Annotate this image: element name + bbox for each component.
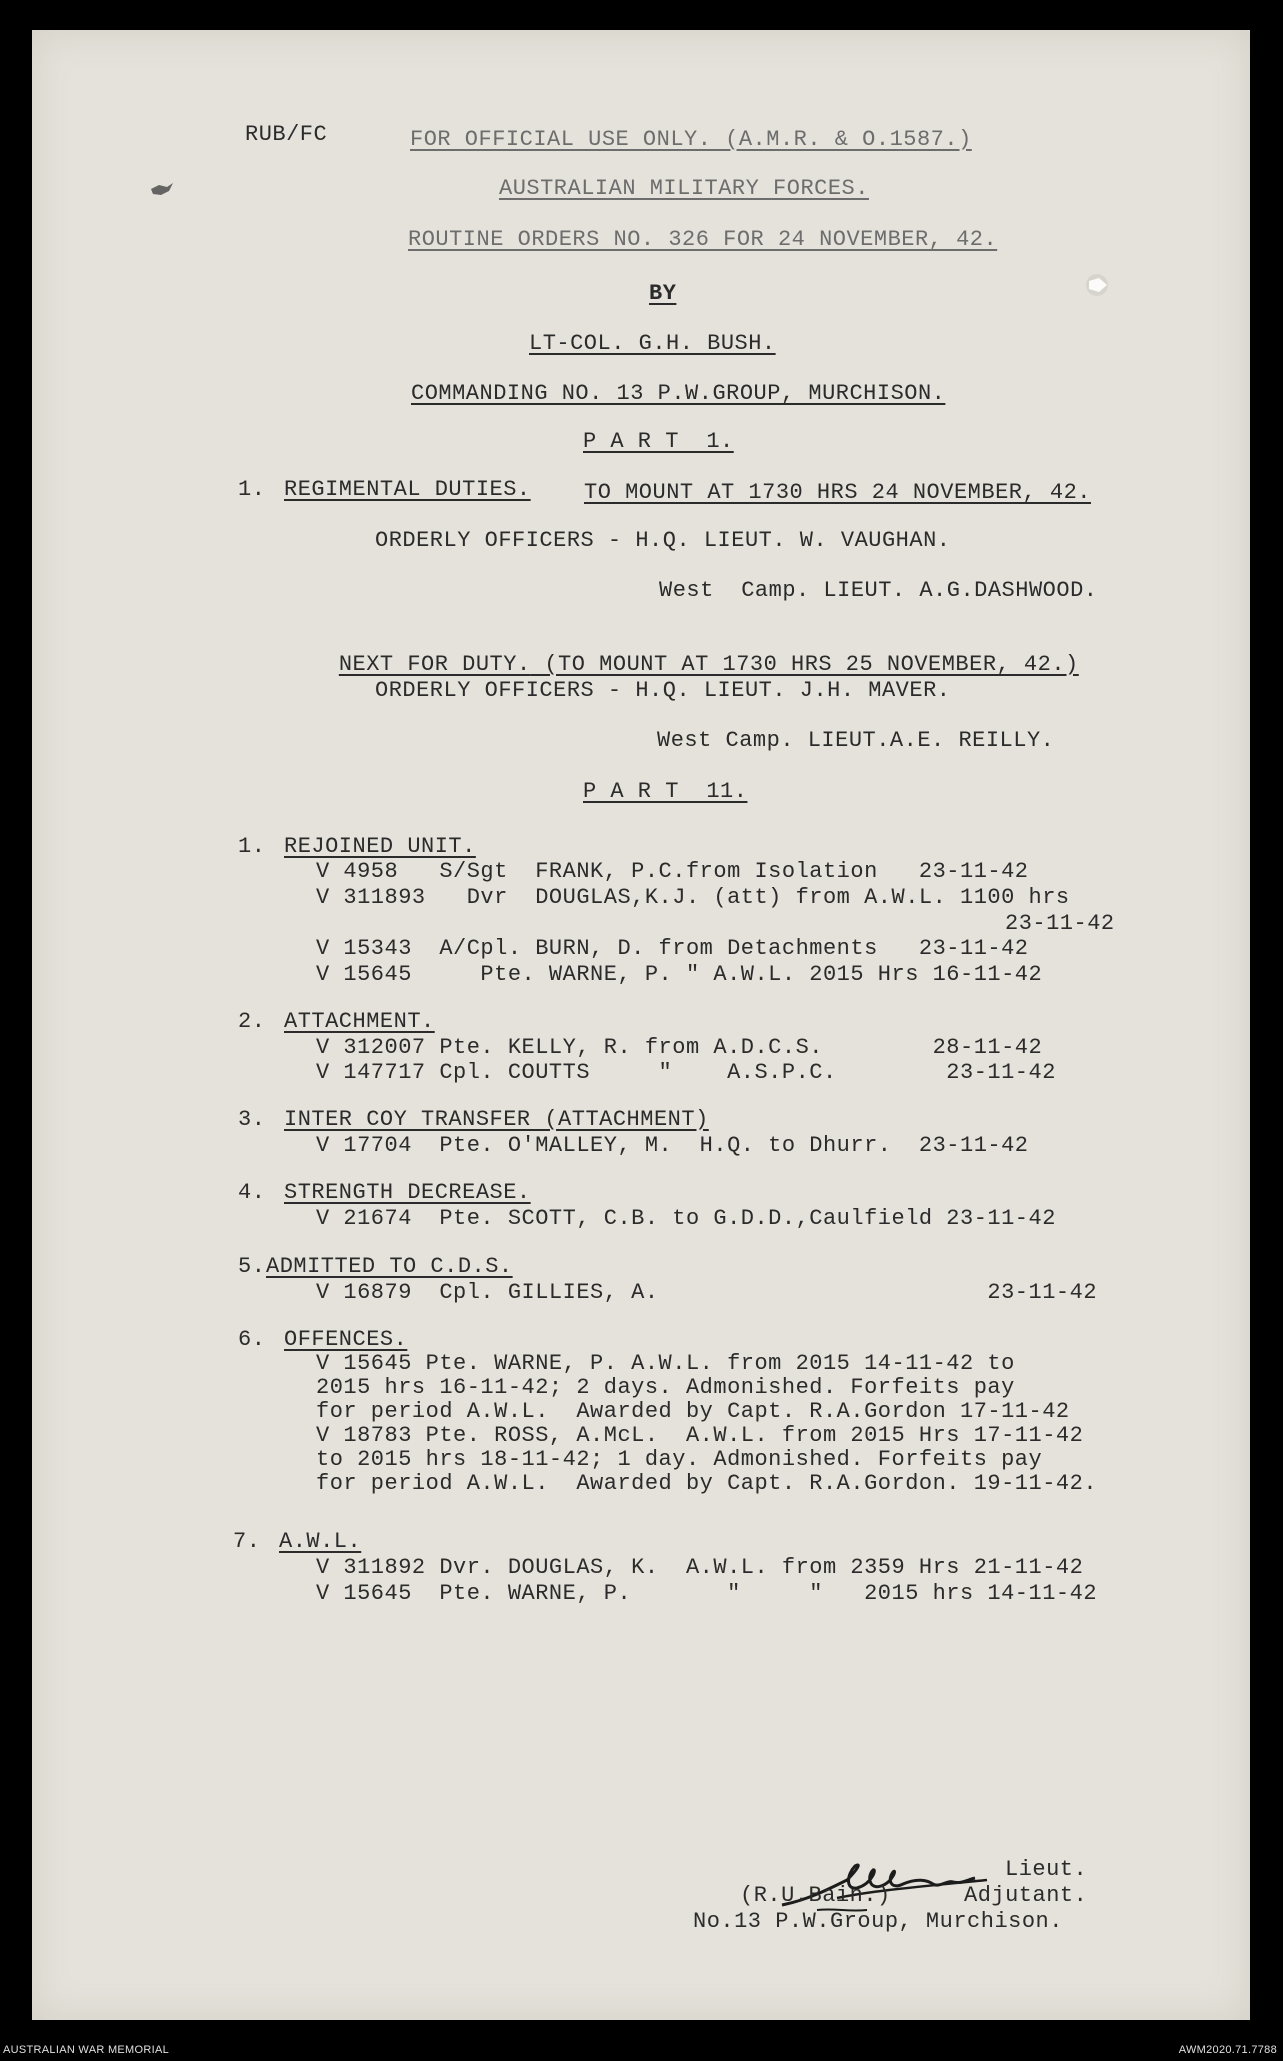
footer-archive-id: AWM2020.71.7788 [1178,2044,1277,2056]
s4-title: STRENGTH DECREASE. [284,1180,531,1205]
document-page [32,30,1250,2020]
s1-row: V 4958 S/Sgt FRANK, P.C.from Isolation 23-11-42 [316,859,1029,884]
s1-row-date: 23-11-42 [1005,911,1115,936]
forces-line: AUSTRALIAN MILITARY FORCES. [499,176,869,201]
signoff-unit: No.13 P.W.Group, Murchison. [693,1909,1063,1934]
s7-title: A.W.L. [279,1529,362,1554]
next-for-duty-title: NEXT FOR DUTY. [338,652,531,677]
s5-title: ADMITTED TO C.D.S. [266,1254,513,1279]
s7-row: V 15645 Pte. WARNE, P. " " 2015 hrs 14-11-42 [316,1581,1098,1606]
punch-hole-right [1077,265,1117,305]
orderly-officers-1: ORDERLY OFFICERS - H.Q. LIEUT. W. VAUGHAN. [375,528,951,553]
s2-title: ATTACHMENT. [284,1009,435,1034]
s1-row: V 15645 Pte. WARNE, P. " A.W.L. 2015 Hrs 16-11-42 [316,962,1043,987]
s6-line: for period A.W.L. Awarded by Capt. R.A.Gordon 17-11-42 [316,1399,1070,1424]
next-for-duty-detail: (TO MOUNT AT 1730 HRS 25 NOVEMBER, 42.) [530,652,1079,677]
footer-archive-label: AUSTRALIAN WAR MEMORIAL [3,2044,170,2056]
west-camp-2: West Camp. LIEUT.A.E. REILLY. [657,728,1055,753]
s6-number: 6. [238,1327,266,1352]
s6-line: V 15645 Pte. WARNE, P. A.W.L. from 2015 14-11-42 to [316,1351,1015,1376]
s1-number: 1. [238,834,266,859]
s1-title: REJOINED UNIT. [284,834,476,859]
signoff-name: (R.U.Bain.) [740,1883,891,1908]
s3-number: 3. [238,1107,266,1132]
part-2-heading: P A R T 11. [583,779,748,804]
s7-row: V 311892 Dvr. DOUGLAS, K. A.W.L. from 2359 Hrs 21-11-42 [316,1555,1084,1580]
s1-row: V 311893 Dvr DOUGLAS,K.J. (att) from A.W.L. 1100 hrs [316,885,1070,910]
s7-number: 7. [233,1529,261,1554]
s6-title: OFFENCES. [284,1327,408,1352]
s3-row: V 17704 Pte. O'MALLEY, M. H.Q. to Dhurr. 23-11-42 [316,1133,1029,1158]
s2-number: 2. [238,1009,266,1034]
s4-number: 4. [238,1180,266,1205]
commanding-heading: COMMANDING NO. 13 P.W.GROUP, MURCHISON. [411,381,946,406]
punch-hole-left [147,175,177,205]
signoff-role: Adjutant. [964,1883,1088,1908]
duties-mount: TO MOUNT AT 1730 HRS 24 NOVEMBER, 42. [584,480,1091,505]
s6-line: 2015 hrs 16-11-42; 2 days. Admonished. Forfeits pay [316,1375,1015,1400]
orderly-officers-2: ORDERLY OFFICERS - H.Q. LIEUT. J.H. MAVER. [375,678,951,703]
s4-row: V 21674 Pte. SCOTT, C.B. to G.D.D.,Caulfield 23-11-42 [316,1206,1056,1231]
s6-line: to 2015 hrs 18-11-42; 1 day. Admonished. Forfeits pay [316,1447,1043,1472]
s6-line: for period A.W.L. Awarded by Capt. R.A.Gordon. 19-11-42. [316,1471,1098,1496]
officer-heading: LT-COL. G.H. BUSH. [529,331,776,356]
s2-row: V 312007 Pte. KELLY, R. from A.D.C.S. 28-11-42 [316,1035,1043,1060]
routine-orders-line: ROUTINE ORDERS NO. 326 FOR 24 NOVEMBER, 42. [408,227,998,252]
reference-code: RUB/FC [245,122,328,147]
by-heading: BY [649,281,677,306]
s6-line: V 18783 Pte. ROSS, A.McL. A.W.L. from 2015 Hrs 17-11-42 [316,1423,1084,1448]
signoff-rank: Lieut. [1005,1857,1088,1882]
official-use-line: FOR OFFICIAL USE ONLY. (A.M.R. & O.1587.) [410,127,972,152]
part-1-heading: P A R T 1. [583,429,734,454]
duties-number: 1. [238,477,266,502]
west-camp-1: West Camp. LIEUT. A.G.DASHWOOD. [659,578,1098,603]
s1-row: V 15343 A/Cpl. BURN, D. from Detachments 23-11-42 [316,936,1029,961]
duties-title: REGIMENTAL DUTIES. [284,477,531,502]
s5-number: 5. [238,1254,266,1279]
s5-row: V 16879 Cpl. GILLIES, A. 23-11-42 [316,1280,1098,1305]
s3-title: INTER COY TRANSFER (ATTACHMENT) [284,1107,709,1132]
s2-row: V 147717 Cpl. COUTTS " A.S.P.C. 23-11-42 [316,1060,1056,1085]
